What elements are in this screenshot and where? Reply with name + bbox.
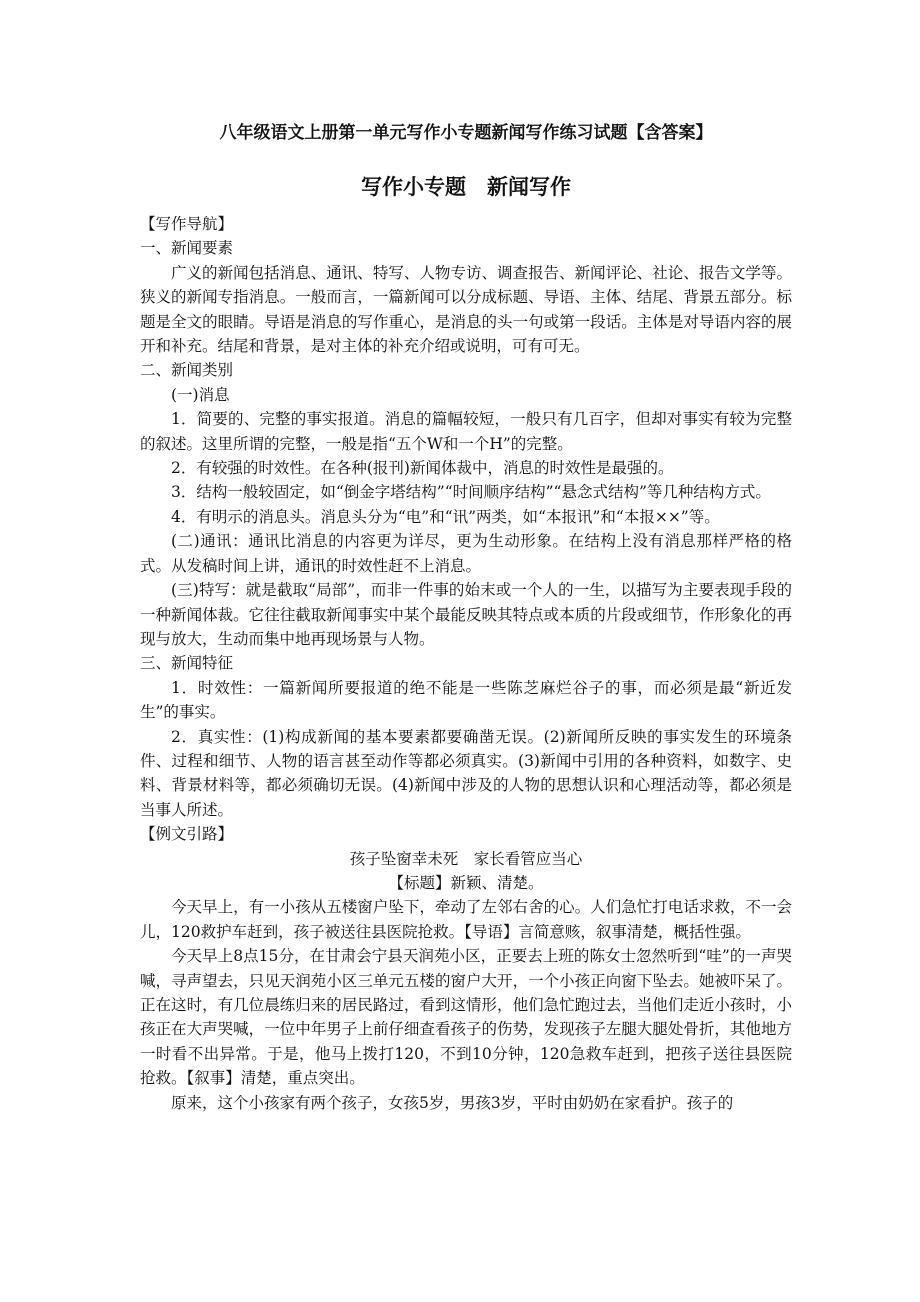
example-article-title: 孩子坠窗幸未死 家长看管应当心: [349, 849, 583, 868]
example-paragraph: 今天早上8点15分，在甘肃会宁县天润苑小区，正要去上班的陈女士忽然听到“哇”的一声哭喊，寻声望去，只见天润苑小区三单元五楼的窗户大开，一个小孩正向窗下坠去。她被吓呆了。正在这时，有几位晨练归来的居民路过，看到这情形，他们急忙跑过去，当他们走近小孩时，小孩正在大声哭喊，一位中年男子上前仔细查看孩子的伤势，发现孩子左腿大腿处骨折，其他地方一时看不出异常。于是，他马上拨打120，不到10分钟，120急救车赶到，把孩子送往县医院抢救。【叙事】清楚，重点突出。: [140, 947, 792, 1088]
feature-item: 2．真实性：(1)构成新闻的基本要素都要确凿无误。(2)新闻所反映的事实发生的环境条件、过程和细节、人物的语言甚至动作等都必须真实。(3)新闻中引用的各种资料，如数字、史料、背景材料等，都必须确切无误。(4)新闻中涉及的人物的思想认识和心理活动等，都必须是当事人所述。: [140, 727, 792, 819]
example-heading: 【例文引路】: [140, 825, 234, 844]
xiaoxi-item: 1．简要的、完整的事实报道。消息的篇幅较短，一般只有几百字，但却对事实有较为完整的叙述。这里所谓的完整，一般是指“五个W和一个H”的完整。: [140, 410, 792, 453]
feature-item: 1．时效性：一篇新闻所要报道的绝不能是一些陈芝麻烂谷子的事，而必须是最“新近发生”的事实。: [140, 678, 792, 722]
writing-guide-heading: 【写作导航】: [140, 215, 234, 233]
section-heading-news-features: 三、新闻特征: [140, 654, 234, 673]
document-title: 八年级语文上册第一单元写作小专题新闻写作练习试题【含答案】: [219, 123, 713, 143]
xiaoxi-item: 2．有较强的时效性。在各种(报刊)新闻体裁中，消息的时效性是最强的。: [171, 459, 674, 478]
xiaoxi-item: 4．有明示的消息头。消息头分为“电”和“讯”两类，如“本报讯”和“本报××”等。: [171, 507, 720, 526]
section-heading-news-types: 二、新闻类别: [140, 361, 234, 380]
example-section: [140, 822, 792, 1115]
section-heading-news-elements: 一、新闻要素: [140, 239, 234, 258]
news-elements-paragraph: 广义的新闻包括消息、通讯、特写、人物专访、调查报告、新闻评论、社论、报告文学等。狭义的新闻专指消息。一般而言，一篇新闻可以分成标题、导语、主体、结尾、背景五部分。标题是全文的眼睛。导语是消息的写作重心，是消息的头一句或第一段话。主体是对导语内容的展开和补充。结尾和背景，是对主体的补充介绍或说明，可有可无。: [140, 263, 792, 356]
writing-guide-section: [140, 212, 792, 822]
example-title-note: 【标题】新颖、清楚。: [388, 873, 544, 892]
xiaoxi-item: 3．结构一般较固定，如“倒金字塔结构”“时间顺序结构”“悬念式结构”等几种结构方式。: [171, 483, 771, 502]
document-subtitle: 写作小专题 新闻写作: [361, 174, 571, 199]
example-paragraph: 原来，这个小孩家有两个孩子，女孩5岁，男孩3岁，平时由奶奶在家看护。孩子的: [171, 1093, 734, 1112]
example-paragraph: 今天早上，有一小孩从五楼窗户坠下，牵动了左邻右舍的心。人们急忙打电话求救，不一会儿，120救护车赶到，孩子被送往县医院抢救。【导语】言简意赅，叙事清楚，概括性强。: [140, 898, 792, 941]
subsection-heading-xiaoxi: (一)消息: [171, 385, 230, 404]
texie-paragraph: (三)特写：就是截取“局部”，而非一件事的始末或一个人的一生，以描写为主要表现手段的一种新闻体裁。它往往截取新闻事实中某个最能反映其特点或本质的片段或细节，作形象化的再现与放大，生动而集中地再现场景与人物。: [140, 581, 792, 648]
tongxun-paragraph: (二)通讯：通讯比消息的内容更为详尽，更为生动形象。在结构上没有消息那样严格的格式。从发稿时间上讲，通讯的时效性赶不上消息。: [140, 532, 792, 575]
